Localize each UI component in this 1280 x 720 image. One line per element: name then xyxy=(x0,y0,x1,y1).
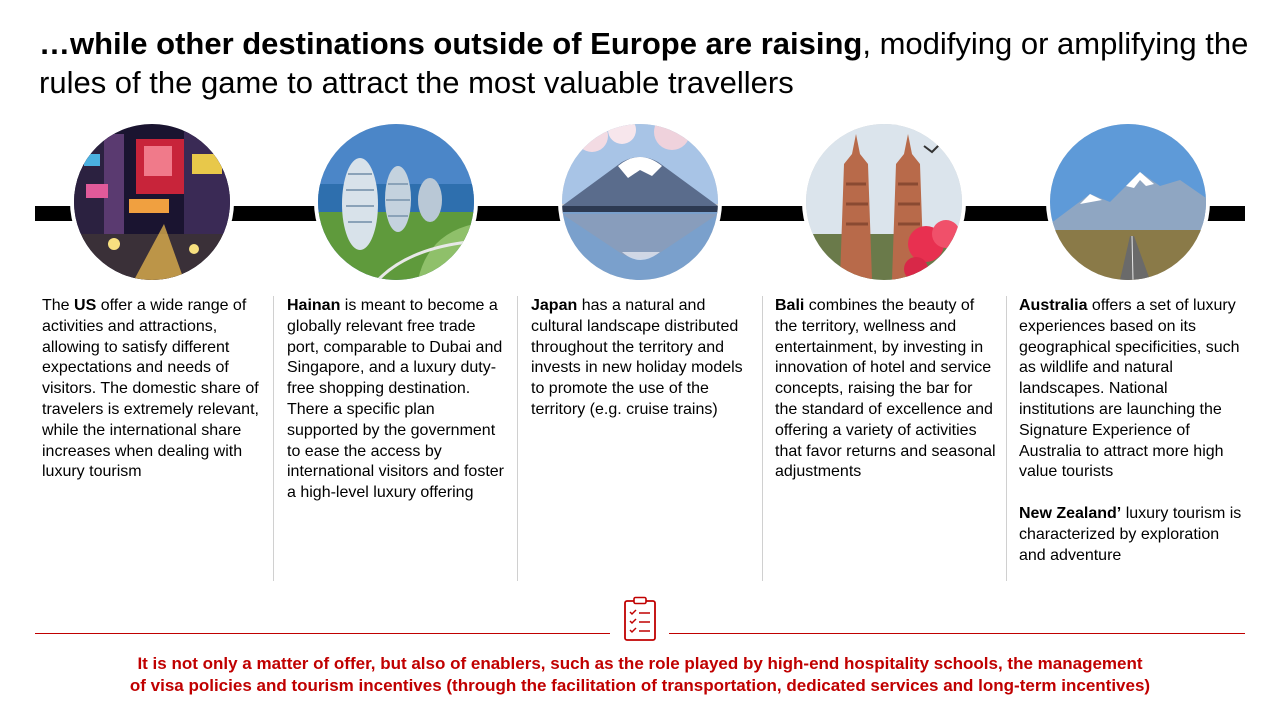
footer-line-2: of visa policies and tourism incentives (through the facilitation of transportation, dedicated services and long-term incentives) xyxy=(129,676,1151,695)
hainan-photo xyxy=(318,124,474,280)
us-photo xyxy=(74,124,230,280)
destination-name: US xyxy=(74,297,97,314)
footer-statement xyxy=(40,653,1240,697)
destination-description: has a natural and cultural landscape distributed throughout the territory and invests in new holiday models to promote the use of the territory (e.g. cruise trains) xyxy=(531,297,743,418)
footer-divider-left xyxy=(35,633,610,634)
destination-name: Hainan xyxy=(287,297,341,314)
checklist-clipboard-icon xyxy=(623,596,657,642)
destination-name: Australia xyxy=(1019,297,1088,314)
footer-line-1: It is not only a matter of offer, but also of enablers, such as the role played by high-end hospitality schools, the management xyxy=(137,654,1143,673)
title-regular: , modifying or amplifying the rules of the game to attract the most valuable travellers xyxy=(39,26,1249,100)
column-divider xyxy=(762,296,763,581)
destination-name: Bali xyxy=(775,297,805,314)
bali-photo xyxy=(806,124,962,280)
destination-description: offers a set of luxury experiences based on its geographical specificities, such as wildlife and natural landscapes. National institutions are launching the Signature Experience of Australia to attract more high value tourists xyxy=(1019,297,1240,481)
japan-photo xyxy=(562,124,718,280)
destination-name: Japan xyxy=(531,297,578,314)
destination-bali xyxy=(775,296,997,483)
destination-description: is meant to become a globally relevant free trade port, comparable to Dubai and Singapore, and a luxury duty-free shopping destination. There a specific plan supported by the government to ease the access by international visitors and foster a high-level luxury offering xyxy=(287,297,504,502)
title-bold: …while other destinations outside of Europe are raising xyxy=(39,26,863,61)
destination-description: offer a wide range of activities and attractions, allowing to satisfy different expectations and needs of visitors. The domestic share of travelers is extremely relevant, while the international share increases when dealing with luxury tourism xyxy=(42,297,259,481)
destination-description: combines the beauty of the territory, wellness and entertainment, by investing in innovation of hotel and service concepts, raising the bar for the standard of excellence and offering a variety of activities that favor returns and seasonal adjustments xyxy=(775,297,996,481)
footer-divider-right xyxy=(669,633,1245,634)
destination-australia-nz xyxy=(1019,296,1243,566)
destination-description: luxury tourism is characterized by exploration and adventure xyxy=(1019,504,1242,564)
destination-name: New Zealand’ xyxy=(1019,504,1122,522)
australia-nz-photo xyxy=(1050,124,1206,280)
destination-japan xyxy=(531,296,753,421)
destination-us: The US offer a wide range of activities and attractions, allowing to satisfy different expectations and needs of visitors. The domestic share of travelers is extremely relevant, while the international share increases when dealing with luxury tourism xyxy=(42,297,259,481)
page-title xyxy=(39,24,1249,102)
column-divider xyxy=(273,296,274,581)
column-divider xyxy=(517,296,518,581)
column-divider xyxy=(1006,296,1007,581)
destination-hainan xyxy=(287,296,509,504)
